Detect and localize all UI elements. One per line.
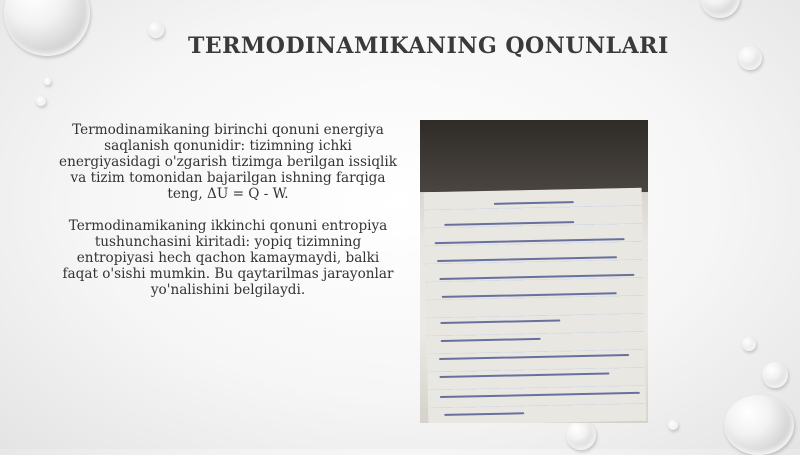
water-drop-decoration [4, 0, 90, 56]
water-drop-decoration [566, 420, 596, 450]
handwriting-line [494, 201, 574, 205]
paragraph-second-law: Termodinamikaning ikkinchi qonuni entropiya tushunchasini kiritadi: yopiq tizimning entropiyasi hech qachon kamaymaydi, balki faqat o'sishi mumkin. Bu qaytarilmas jarayonlar yo'nalishini belgilaydi. [62, 218, 394, 298]
photo-background-dark [420, 120, 648, 192]
handwriting-line [444, 221, 574, 226]
water-drop-decoration [668, 420, 678, 430]
handwriting-line [444, 412, 524, 416]
handwriting-line [439, 354, 629, 360]
water-drop-decoration [148, 22, 164, 38]
water-drop-decoration [44, 78, 51, 85]
water-drop-decoration [762, 362, 788, 388]
handwriting-line [440, 392, 640, 398]
water-drop-decoration [738, 46, 762, 70]
handwritten-notes-photo [420, 120, 648, 423]
water-drop-decoration [36, 96, 46, 106]
handwriting-line [441, 338, 541, 342]
water-drop-decoration [724, 395, 794, 455]
notebook-page [424, 188, 647, 423]
water-drop-decoration [742, 337, 756, 351]
handwriting-line [439, 274, 634, 280]
paragraph-first-law: Termodinamikaning birinchi qonuni energiya saqlanish qonunidir: tizimning ichki energiyasidagi o'zgarish tizimga berilgan issiqlik va tizim tomonidan bajarilgan ishning farqiga teng, ΔU = Q - W. [59, 122, 397, 202]
handwriting-line [442, 292, 617, 298]
handwriting-line [437, 256, 617, 262]
slide-body [58, 122, 398, 314]
handwriting-line [440, 319, 560, 324]
handwriting-line [439, 372, 609, 378]
water-drop-decoration [700, 0, 740, 18]
handwriting-line [435, 238, 625, 244]
slide-title: TERMODINAMIKANING QONUNLARI [188, 33, 669, 59]
